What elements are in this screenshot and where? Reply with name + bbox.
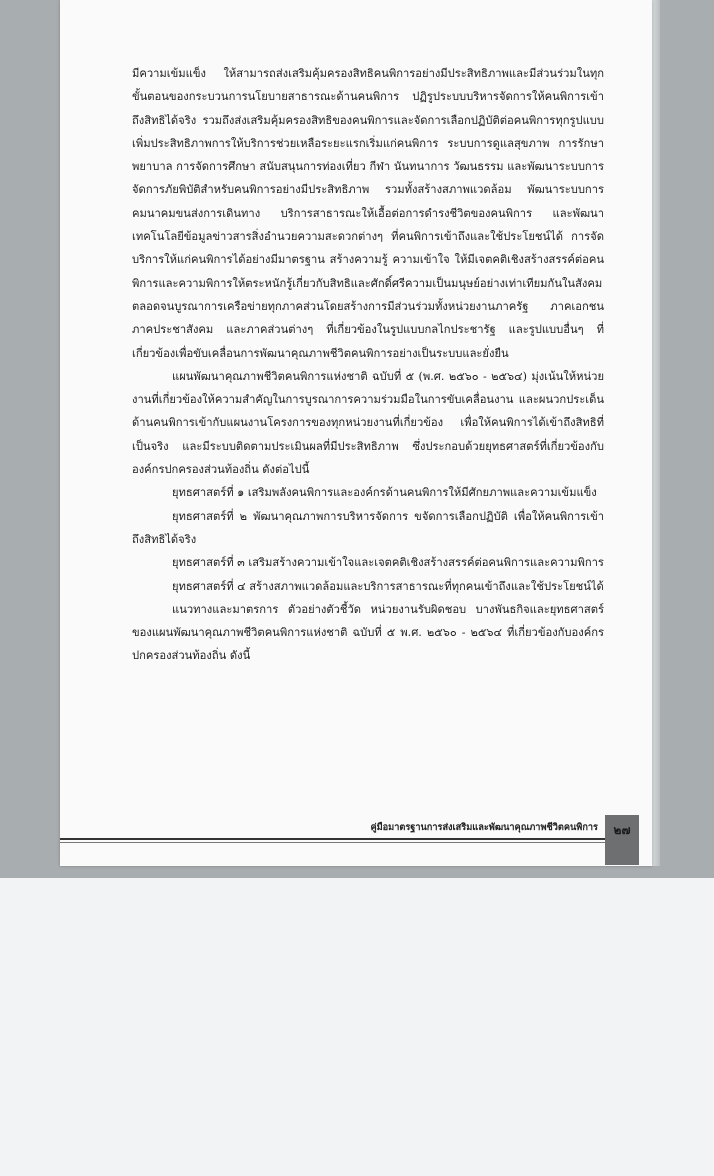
paragraph-intro: มีความเข้มแข็ง ให้สามารถส่งเสริมคุ้มครองสิทธิคนพิการอย่างมีประสิทธิภาพและมีส่วนร่วมในทุกขั้นตอนของกระบวนการนโยบายสาธารณะด้านคนพิการ ปฏิรูประบบบริหารจัดการให้คนพิการเข้าถึงสิทธิได้จริง รวมถึงส่งเสริมคุ้มครองสิทธิของคนพิการและจัดการเลือกปฏิบัติต่อคนพิการทุกรูปแบบ เพิ่มประสิทธิภาพการให้บริการช่วยเหลือระยะแรกเริ่มแก่คนพิการ ระบบการดูแลสุขภาพ การรักษาพยาบาล การจัดการศึกษา สนับสนุนการท่องเที่ยว กีฬา นันทนาการ วัฒนธรรม และพัฒนาระบบการจัดการภัยพิบัติสำหรับคนพิการอย่างมีประสิทธิภาพ รวมทั้งสร้างสภาพแวดล้อม พัฒนาระบบการคมนาคมขนส่งการเดินทาง บริการสาธารณะให้เอื้อต่อการดำรงชีวิตของคนพิการ และพัฒนาเทคโนโลยีข้อมูลข่าวสารสิ่งอำนวยความสะดวกต่างๆ ที่คนพิการเข้าถึงและใช้ประโยชน์ได้ การจัดบริการให้แก่คนพิการได้อย่างมีมาตรฐาน สร้างความรู้ ความเข้าใจ ให้มีเจตคติเชิงสร้างสรรค์ต่อคนพิการและความพิการให้ตระหนักรู้เกี่ยวกับสิทธิและศักดิ์ศรีความเป็นมนุษย์อย่างเท่าเทียมกันในสังคม ตลอดจนบูรณาการเครือข่ายทุกภาคส่วนโดยสร้างการมีส่วนร่วมทั้งหน่วยงานภาครัฐ ภาคเอกชน ภาคประชาสังคม และภาคส่วนต่างๆ ที่เกี่ยวข้องในรูปแบบกลไกประชารัฐ และรูปแบบอื่นๆ ที่เกี่ยวข้องเพื่อขับเคลื่อนการพัฒนาคุณภาพชีวิตคนพิการอย่างเป็นระบบและยั่งยืน [132,67,604,360]
footer-rule-thin [60,842,605,843]
footer-rule [60,838,605,840]
page-number-box [605,815,639,865]
strategy-3: ยุทธศาสตร์ที่ ๓ เสริมสร้างความเข้าใจและเจตคติเชิงสร้างสรรค์ต่อคนพิการและความพิการ [172,556,604,570]
page-number: ๒๗ [613,823,631,837]
strategy-2: ยุทธศาสตร์ที่ ๒ พัฒนาคุณภาพการบริหารจัดการ ขจัดการเลือกปฏิบัติ เพื่อให้คนพิการเข้าถึงสิทธิได้จริง [132,509,604,546]
strategy-4: ยุทธศาสตร์ที่ ๔ สร้างสภาพแวดล้อมและบริการสาธารณะที่ทุกคนเข้าถึงและใช้ประโยชน์ได้ [172,579,604,593]
footer-title: คู่มือมาตรฐานการส่งเสริมและพัฒนาคุณภาพชีวิตคนพิการ [370,822,598,833]
page-edge-shadow [652,0,660,866]
strategy-1: ยุทธศาสตร์ที่ ๑ เสริมพลังคนพิการและองค์กรด้านคนพิการให้มีศักยภาพและความเข้มแข็ง [172,486,597,500]
paragraph-guidelines: แนวทางและมาตรการ ตัวอย่างตัวชี้วัด หน่วยงานรับผิดชอบ บางพันธกิจและยุทธศาสตร์ของแผนพัฒนาคุณภาพชีวิตคนพิการแห่งชาติ ฉบับที่ ๕ พ.ศ. ๒๕๖๐ - ๒๕๖๔ ที่เกี่ยวข้องกับองค์กรปกครองส่วนท้องถิ่น ดังนี้ [132,602,604,663]
document-page [60,0,652,866]
body-text [132,62,604,668]
paragraph-plan: แผนพัฒนาคุณภาพชีวิตคนพิการแห่งชาติ ฉบับที่ ๕ (พ.ศ. ๒๕๖๐ - ๒๕๖๔) มุ่งเน้นให้หน่วยงานที่เกี่ยวข้องให้ความสำคัญในการบูรณาการความร่วมมือในการขับเคลื่อนงาน และผนวกประเด็นด้านคนพิการเข้ากับแผนงานโครงการของทุกหน่วยงานที่เกี่ยวข้อง เพื่อให้คนพิการได้เข้าถึงสิทธิที่เป็นจริง และมีระบบติดตามประเมินผลที่มีประสิทธิภาพ ซึ่งประกอบด้วยยุทธศาสตร์ที่เกี่ยวข้องกับองค์กรปกครองส่วนท้องถิ่น ดังต่อไปนี้ [132,369,604,477]
